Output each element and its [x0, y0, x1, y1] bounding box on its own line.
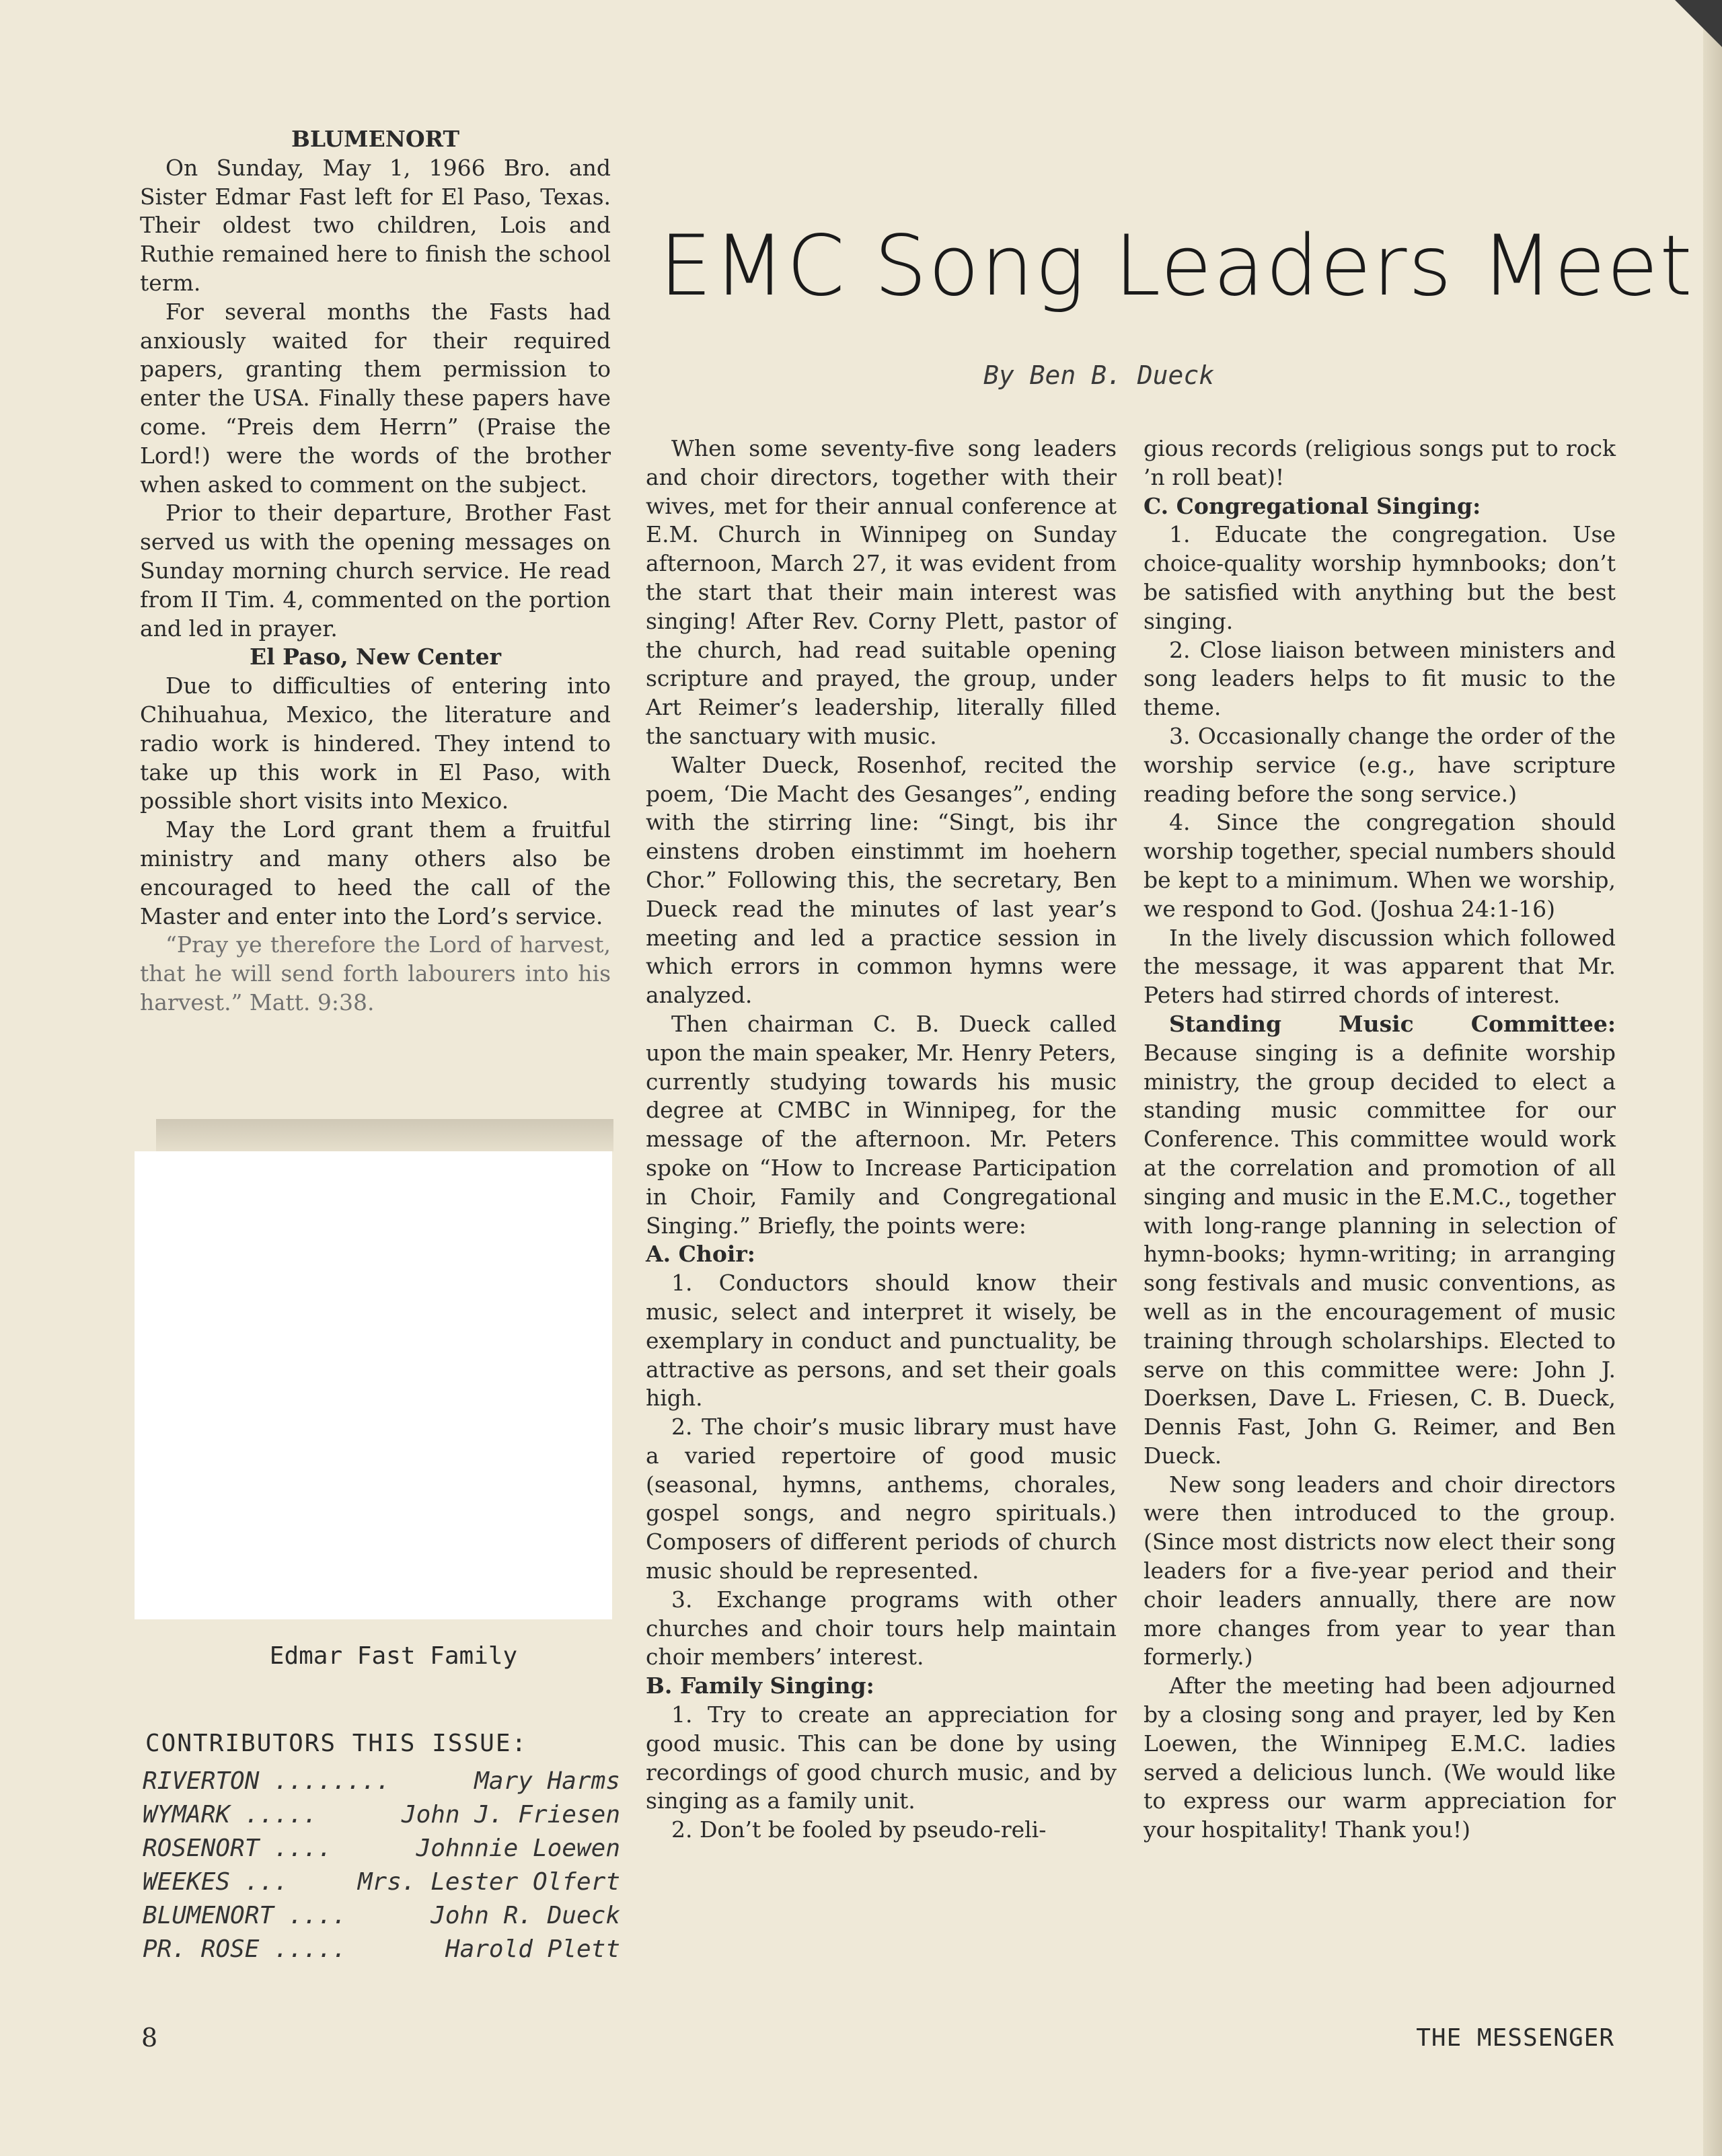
family-photo — [135, 1151, 612, 1619]
article-headline: EMC Song Leaders Meet — [659, 218, 1694, 315]
contributor-place: PR. ROSE ..... — [143, 1935, 347, 1963]
torn-corner — [1675, 0, 1722, 47]
article-paragraph: 2. Don’t be fooled by pseudo-reli- — [671, 1816, 1047, 1843]
left-paragraph: Prior to their departure, Brother Fast served us with the opening messages on Sunday morning church service. He read from II Tim. 4, commented on the portion and led in prayer. — [140, 500, 611, 642]
article-paragraph: Walter Dueck, Rosenhof, recited the poem, ‘Die Macht des Gesanges”, ending with the stirring line: “Singt, bis ihr einstens droben einstimmt im hoehern Chor.” Following this, the secretary, Ben Dueck read the minutes of last year’s meeting and led a practice session in which errors in common hymns were analyzed. — [646, 751, 1117, 1009]
contributors-list — [143, 1767, 620, 1969]
article-paragraph: 4. Since the congregation should worship together, special numbers should be kept to a minimum. When we worship, we respond to God. (Joshua 24:1-16) — [1144, 809, 1616, 922]
contributors-title: CONTRIBUTORS THIS ISSUE: — [145, 1730, 528, 1757]
article-paragraph: In the lively discussion which followed the message, it was apparent that Mr. Peters had stirred chords of interest. — [1144, 924, 1616, 1009]
contributor-place: WYMARK ..... — [143, 1801, 318, 1828]
contributor-name: Mary Harms — [474, 1767, 620, 1795]
committee-heading: Standing Music Committee: — [1169, 1010, 1616, 1037]
left-paragraph: May the Lord grant them a fruitful ministry and many others also be encouraged to heed the call of the Master and enter into the Lord’s service. — [140, 816, 611, 929]
contributor-row — [143, 1835, 620, 1868]
contributor-name: Mrs. Lester Olfert — [357, 1868, 620, 1896]
left-paragraph: Due to difficulties of entering into Chihuahua, Mexico, the literature and radio work is hindered. They intend to take up this work in El Paso, with possible short visits into Mexico. — [140, 672, 611, 814]
article-paragraph: 1. Educate the congregation. Use choice-quality worship hymnbooks; don’t be satisfied with anything but the best singing. — [1144, 521, 1616, 634]
committee-paragraph — [1144, 1010, 1616, 1471]
left-column — [140, 125, 611, 1017]
contributor-row — [143, 1935, 620, 1969]
el-paso-subheading: El Paso, New Center — [250, 644, 501, 670]
choir-heading: A. Choir: — [646, 1241, 755, 1268]
left-paragraph: For several months the Fasts had anxiously waited for their required papers, granting them permission to enter the USA. Finally these papers have come. “Preis dem Herrn” (Praise the Lord!) were the words of the brother when asked to comment on the subject. — [140, 298, 611, 498]
contributor-name: Johnnie Loewen — [416, 1835, 620, 1862]
contributor-name: John R. Dueck — [430, 1902, 620, 1929]
contributor-row — [143, 1902, 620, 1935]
article-column-1 — [646, 434, 1117, 1845]
contributor-row — [143, 1868, 620, 1902]
congregational-heading: C. Congregational Singing: — [1144, 492, 1481, 519]
scripture-quote: “Pray ye therefore the Lord of harvest, that he will send forth labourers into his harvest.” Matt. 9:38. — [140, 931, 611, 1015]
article-byline: By Ben B. Dueck — [983, 360, 1215, 390]
article-paragraph: Then chairman C. B. Dueck called upon the main speaker, Mr. Henry Peters, currently studying towards his music degree at CMBC in Winnipeg, for the message of the afternoon. Mr. Peters spoke on “How to Increase Participation in Choir, Family and Congregational Singing.” Briefly, the points were: — [646, 1010, 1117, 1239]
article-paragraph: 2. The choir’s music library must have a varied repertoire of good music (seasonal, hymns, anthems, chorales, gospel songs, and negro spirituals.) Composers of different periods of church music should be represented. — [646, 1414, 1117, 1584]
article-paragraph: 1. Try to create an appreciation for good music. This can be done by using recordings of good church music, and by singing as a family unit. — [646, 1701, 1117, 1814]
contributor-place: RIVERTON ........ — [143, 1767, 391, 1795]
contributor-row — [143, 1801, 620, 1835]
article-paragraph: New song leaders and choir directors were then introduced to the group. (Since most districts now elect their song leaders for a five-year period and their choir leaders annually, there are now more changes from year to year than formerly.) — [1144, 1471, 1616, 1670]
contributor-place: BLUMENORT .... — [143, 1902, 347, 1929]
article-paragraph: 2. Close liaison between ministers and song leaders helps to fit music to the theme. — [1144, 636, 1616, 721]
photo-caption: Edmar Fast Family — [269, 1642, 518, 1670]
article-column-2 — [1144, 434, 1616, 1845]
contributor-row — [143, 1767, 620, 1801]
contributor-name: Harold Plett — [445, 1935, 620, 1963]
photo-frame — [156, 1119, 613, 1151]
contributor-place: WEEKES ... — [143, 1868, 289, 1896]
family-heading: B. Family Singing: — [646, 1672, 874, 1699]
page-edge — [1703, 0, 1722, 2156]
contributor-place: ROSENORT .... — [143, 1835, 332, 1862]
committee-text: Because singing is a definite worship ministry, the group decided to elect a standing music committee for our Conference. This committee would work at the correlation and promotion of all singing and music in the E.M.C., together with long-range planning in selection of hymn-books; hymn-writing; in arranging song festivals and music conventions, as well as in the encouragement of music training through scholarships. Elected to serve on this committee were: John J. Doerksen, Dave L. Friesen, C. B. Dueck, Dennis Fast, John G. Reimer, and Ben Dueck. — [1144, 1039, 1616, 1469]
magazine-name: THE MESSENGER — [1416, 2024, 1614, 2052]
article-paragraph: 3. Occasionally change the order of the worship service (e.g., have scripture reading before the song service.) — [1144, 722, 1616, 807]
contributor-name: John J. Friesen — [401, 1801, 620, 1828]
article-paragraph: When some seventy-five song leaders and choir directors, together with their wives, met for their annual conference at E.M. Church in Winnipeg on Sunday afternoon, March 27, it was evident from the start that their main interest was singing! After Rev. Corny Plett, pastor of the church, had read suitable opening scripture and prayed, the group, under Art Reimer’s leadership, literally filled the sanctuary with music. — [646, 435, 1117, 749]
blumenort-heading: BLUMENORT — [291, 126, 460, 152]
page-number: 8 — [141, 2023, 158, 2052]
left-paragraph: On Sunday, May 1, 1966 Bro. and Sister Edmar Fast left for El Paso, Texas. Their oldest two children, Lois and Ruthie remained here to finish the school term. — [140, 154, 611, 296]
article-paragraph: 1. Conductors should know their music, select and interpret it wisely, be exemplary in conduct and punctuality, be attractive as persons, and set their goals high. — [646, 1270, 1117, 1412]
article-paragraph: 3. Exchange programs with other churches and choir tours help maintain choir members’ interest. — [646, 1586, 1117, 1670]
article-paragraph: gious records (religious songs put to rock ’n roll beat)! — [1144, 435, 1616, 490]
article-paragraph: After the meeting had been adjourned by a closing song and prayer, led by Ken Loewen, the Winnipeg E.M.C. ladies served a delicious lunch. (We would like to express our warm appreciation for your hospitality! Thank you!) — [1144, 1672, 1616, 1843]
